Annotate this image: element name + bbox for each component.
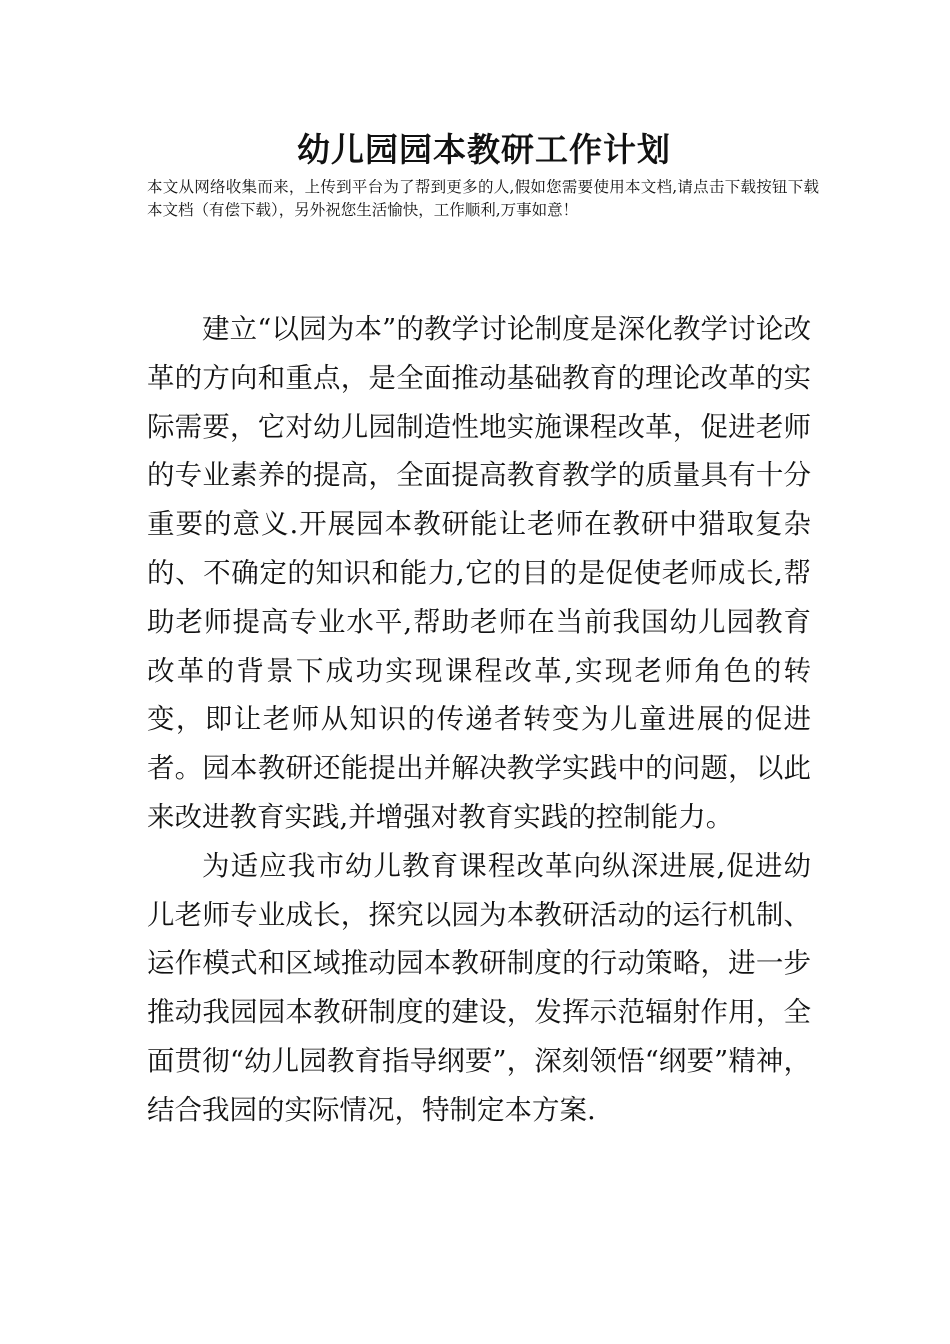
document-title: 幼儿园园本教研工作计划 bbox=[297, 130, 671, 169]
download-notice: 本文从网络收集而来，上传到平台为了帮到更多的人,假如您需要使用本文档,请点击下载按钮下载本文档（有偿下载），另外祝您生活愉快，工作顺利,万事如意！ bbox=[147, 178, 819, 219]
body-paragraph-1: 建立“以园为本”的教学讨论制度是深化教学讨论改革的方向和重点，是全面推动基础教育的理论改革的实际需要，它对幼儿园制造性地实施课程改革，促进老师的专业素养的提高，全面提高教育教学的质量具有十分重要的意义.开展园本教研能让老师在教研中猎取复杂的、不确定的知识和能力,它的目的是促使老师成长,帮助老师提高专业水平,帮助老师在当前我国幼儿园教育改革的背景下成功实现课程改革,实现老师角色的转变，即让老师从知识的传递者转变为儿童进展的促进者。园本教研还能提出并解决教学实践中的问题，以此来改进教育实践,并增强对教育实践的控制能力。 bbox=[147, 313, 811, 833]
body-paragraph-2: 为适应我市幼儿教育课程改革向纵深进展,促进幼儿老师专业成长，探究以园为本教研活动的运行机制、运作模式和区域推动园本教研制度的行动策略，进一步推动我园园本教研制度的建设，发挥示范辐射作用，全面贯彻“幼儿园教育指导纲要”，深刻领悟“纲要”精神，结合我园的实际情况，特制定本方案. bbox=[147, 849, 811, 1126]
document-body bbox=[147, 305, 811, 1135]
